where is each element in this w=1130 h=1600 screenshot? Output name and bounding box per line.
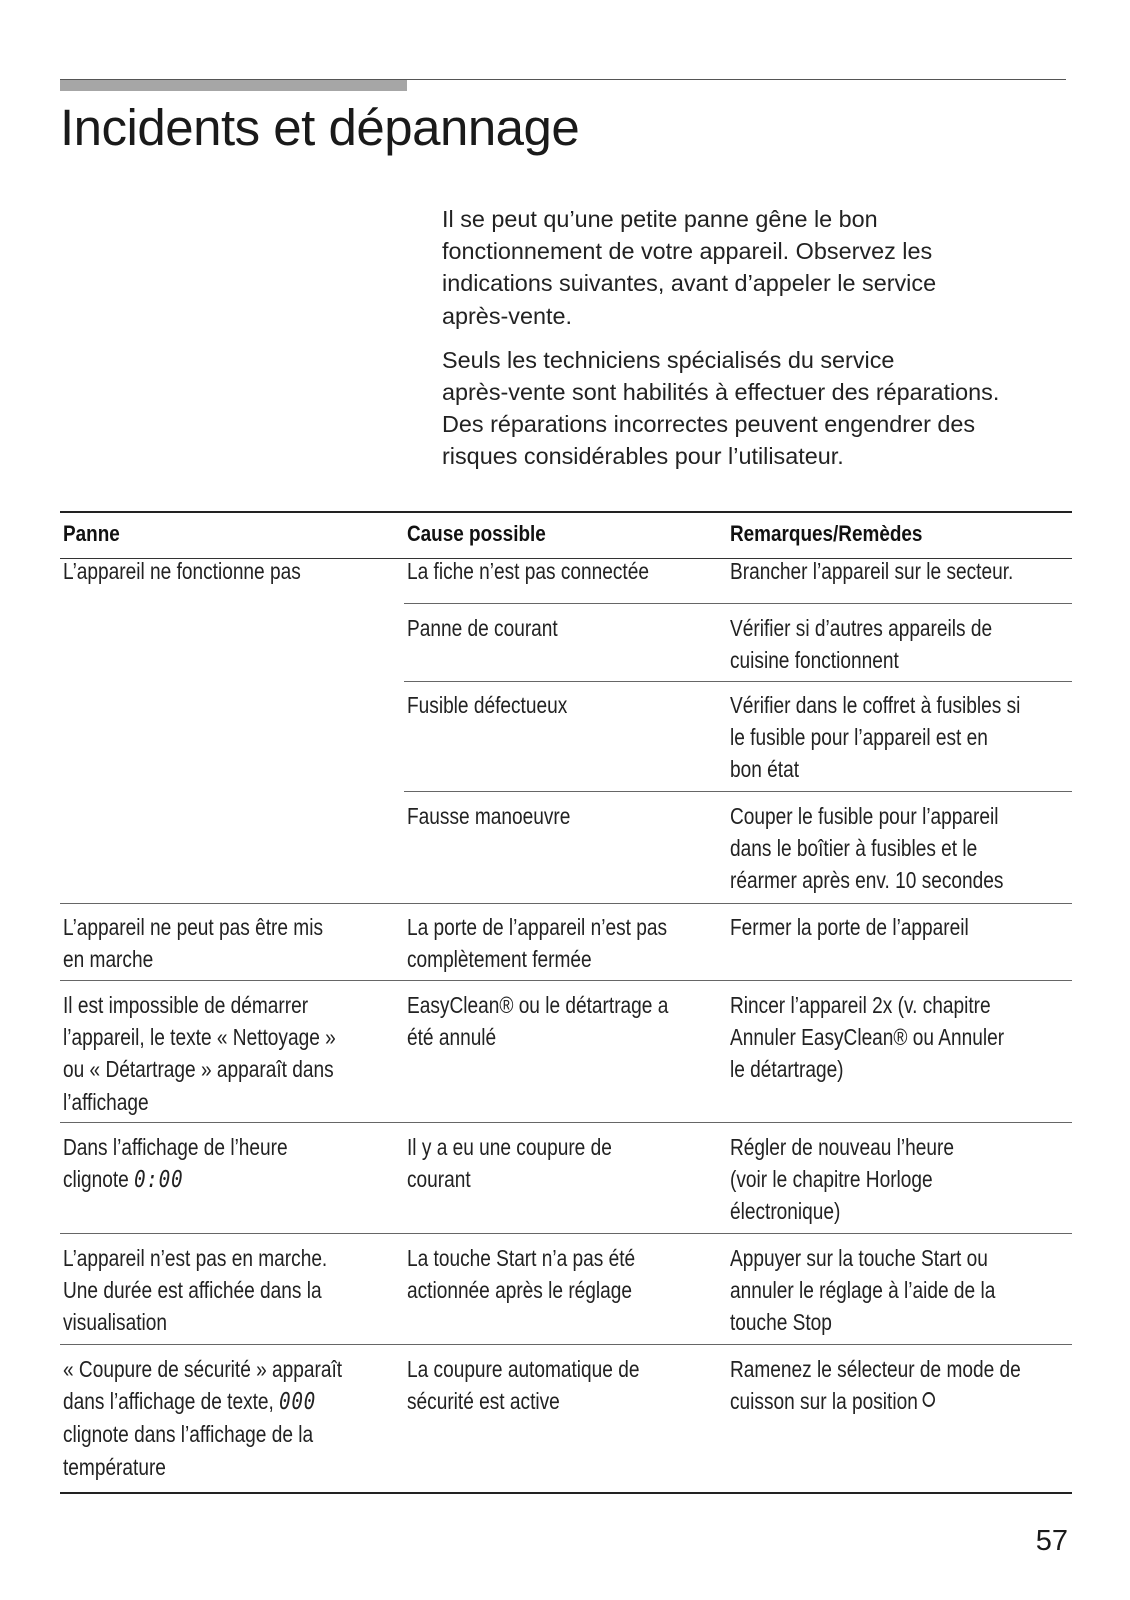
table-cell-panne: L’appareil ne peut pas être mis en marche [63,914,324,973]
remede-text: Ramenez le sélecteur de mode de cuisson sur la position [730,1356,1021,1415]
table-cell-cause: La fiche n’est pas connectée [407,558,649,584]
blinking-temperature-display: 000 [279,1389,317,1416]
row-divider [60,980,1072,981]
table-cell-cause: La porte de l’appareil n’est pas complètement fermée [407,914,668,973]
header-accent-bar [60,80,407,91]
table-cell-remede: Fermer la porte de l’appareil [730,914,969,940]
row-divider [60,1233,1072,1234]
off-position-circle-icon [923,1392,935,1407]
row-divider [404,681,1072,682]
table-cell-cause: EasyClean® ou le détartrage a été annulé [407,992,669,1051]
table-cell-panne: L’appareil ne fonctionne pas [63,558,301,584]
intro-paragraph: Seuls les techniciens spécialisés du service après-vente sont habilités à effectuer des réparations. Des réparations incorrectes peuvent engendrer des risques considérables pour l’utilisateur. [442,346,1000,470]
table-cell-remede: Couper le fusible pour l’appareil dans le boîtier à fusibles et le réarmer après env. 10 secondes [730,803,1004,894]
panne-text: clignote dans l’affichage de la température [63,1421,314,1480]
column-header-remarques: Remarques/Remèdes [730,521,923,546]
table-top-rule [60,511,1072,513]
table-cell-remede: Brancher l’appareil sur le secteur. [730,558,1014,584]
table-cell-remede: Vérifier si d’autres appareils de cuisine fonctionnent [730,615,993,674]
table-cell-cause: Panne de courant [407,615,558,641]
panne-text: « Coupure de sécurité » apparaît [63,1356,343,1382]
table-cell-remede: Appuyer sur la touche Start ou annuler le réglage à l’aide de la touche Stop [730,1245,996,1336]
table-cell-panne [63,1131,288,1196]
table-cell-remede: Régler de nouveau l’heure (voir le chapitre Horloge électronique) [730,1134,954,1225]
row-divider [60,903,1072,904]
table-cell-cause: Fusible défectueux [407,692,568,718]
table-cell-panne: Il est impossible de démarrer l’appareil, le texte « Nettoyage » ou « Détartrage » apparaît dans l’affichage [63,992,336,1115]
column-header-cause: Cause possible [407,521,546,546]
table-cell-cause: Fausse manoeuvre [407,803,571,829]
table-cell-cause: Il y a eu une coupure de courant [407,1134,612,1193]
intro-paragraph: Il se peut qu’une petite panne gêne le bon fonctionnement de votre appareil. Observez les indications suivantes, avant d’appeler le service après-vente. [442,206,937,329]
row-divider [60,1122,1072,1123]
intro-text [442,203,1072,485]
table-cell-panne [63,1353,342,1483]
table-cell-remede: Rincer l’appareil 2x (v. chapitre Annuler EasyClean® ou Annuler le détartrage) [730,992,1005,1083]
row-divider [60,1344,1072,1345]
page-number: 57 [1035,1525,1068,1557]
table-cell-cause: La touche Start n’a pas été actionnée après le réglage [407,1245,636,1304]
row-divider [404,791,1072,792]
page-title: Incidents et dépannage [60,99,580,156]
table-cell-panne: L’appareil n’est pas en marche. Une durée est affichée dans la visualisation [63,1245,328,1336]
table-cell-cause: La coupure automatique de sécurité est active [407,1356,640,1415]
column-header-panne: Panne [63,521,120,546]
blinking-clock-display: 0:00 [134,1167,184,1194]
row-divider [404,603,1072,604]
panne-text: Dans l’affichage de l’heure clignote [63,1134,288,1193]
table-cell-remede: Vérifier dans le coffret à fusibles si le fusible pour l’appareil est en bon état [730,692,1021,783]
panne-text: dans l’affichage de texte, [63,1388,274,1415]
table-bottom-rule [60,1492,1072,1494]
table-cell-remede [730,1353,1021,1417]
